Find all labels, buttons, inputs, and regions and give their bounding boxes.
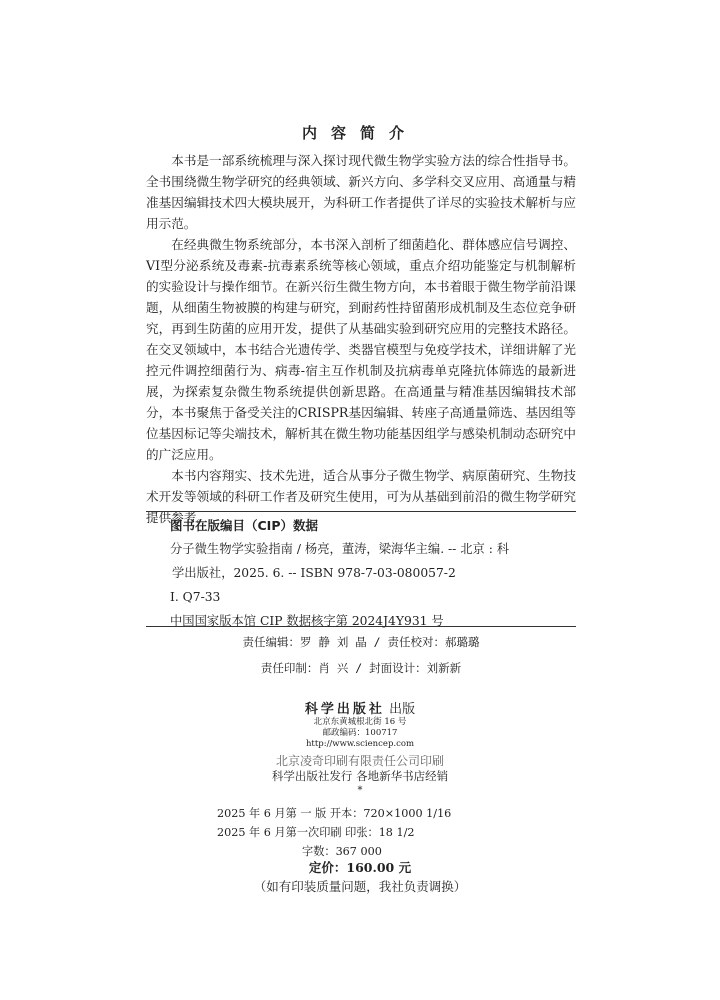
cip-block <box>146 537 576 633</box>
cip-top-rule <box>146 511 576 512</box>
cip-bottom-rule <box>146 626 576 627</box>
intro-paragraph-2: 在经典微生物系统部分，本书深入剖析了细菌趋化、群体感应信号调控、VI型分泌系统及毒素-抗毒素系统等核心领域，重点介绍功能鉴定与机制解析的实验设计与操作细节。在新兴衍生微生物方向，本书着眼于微生物学前沿课题，从细菌生物被膜的构建与研究，到耐药性持留菌形成机制及生态位竞争研究，再到生防菌的应用开发，提供了从基础实验到研究应用的完整技术路径。在交叉领域中，本书结合光遗传学、类器官模型与免疫学技术，详细讲解了光控元件调控细菌行为、病毒-宿主互作机制及抗病毒单克隆抗体筛选的最新进展，为探索复杂微生物系统提供创新思路。在高通量与精准基因编辑技术部分，本书聚焦于备受关注的CRISPR基因编辑、转座子高通量筛选、基因组等位基因标记等尖端技术，解析其在微生物功能基因组学与感染机制动态研究中的广泛应用。 <box>146 237 576 462</box>
publisher-logo <box>0 698 720 717</box>
distribution-info: 科学出版社发行 各地新华书店经销 <box>271 769 449 783</box>
publisher-postcode: 邮政编码：100717 <box>322 728 398 738</box>
cip-line: 学出版社，2025. 6. -- ISBN 978-7-03-080057-2 <box>172 566 456 580</box>
printer-info: 北京凌奇印刷有限责任公司印刷 <box>275 754 444 768</box>
separator-star: * <box>357 785 363 796</box>
page-title: 内容简介 <box>301 124 418 142</box>
word-count: 字数：367 000 <box>302 845 382 858</box>
edition-info: 2025 年 6 月第 一 版 开本：720×1000 1/16 <box>217 807 452 820</box>
intro-text <box>146 150 576 528</box>
quality-note: （如有印装质量问题，我社负责调换） <box>253 879 467 894</box>
cip-number: 中国国家版本馆 CIP 数据核字第 2024J4Y931 号 <box>170 614 444 628</box>
printing-info: 2025 年 6 月第一次印刷 印张：18 1/2 <box>217 826 415 839</box>
cip-classification: Ⅰ. Q7-33 <box>170 590 221 604</box>
publisher-name: 科学出版社 <box>304 702 385 717</box>
publisher-suffix: 出版 <box>389 702 416 717</box>
intro-paragraph-1: 本书是一部系统梳理与深入探讨现代微生物学实验方法的综合性指导书。全书围绕微生物学研究的经典领域、新兴方向、多学科交叉应用、高通量与精准基因编辑技术四大模块展开，为科研工作者提供了详尽的实验技术解析与应用示范。 <box>146 153 576 231</box>
print-credits: 责任印制：肖 兴 / 封面设计：刘新新 <box>260 661 462 675</box>
cip-line: 分子微生物学实验指南 / 杨亮，董涛，梁海华主编. -- 北京 : 科 <box>170 542 510 556</box>
editor-credits: 责任编辑：罗 静 刘 晶 / 责任校对：郝璐璐 <box>242 635 480 649</box>
cip-heading: 图书在版编目（CIP）数据 <box>170 518 318 533</box>
publisher-url: http://www.sciencep.com <box>305 739 415 749</box>
intro-paragraph-3: 本书内容翔实、技术先进，适合从事分子微生物学、病原菌研究、生物技术开发等领域的科研工作者及研究生使用，可为从基础到前沿的微生物学研究提供参考。 <box>146 468 576 525</box>
publisher-address: 北京东黄城根北街 16 号 <box>313 717 407 727</box>
price: 定价：160.00 元 <box>308 860 412 875</box>
